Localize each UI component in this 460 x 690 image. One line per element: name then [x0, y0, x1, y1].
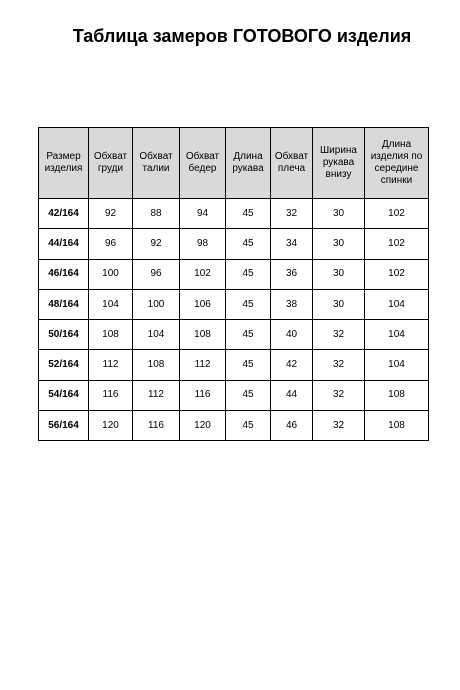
cell-hips: 108 [180, 320, 226, 350]
table-row [39, 229, 429, 259]
cell-back-length: 102 [365, 229, 429, 259]
table-row [39, 289, 429, 319]
cell-sleeve-width: 32 [313, 320, 365, 350]
table-row [39, 411, 429, 441]
cell-chest: 112 [89, 350, 133, 380]
cell-hips: 106 [180, 289, 226, 319]
cell-sleeve-width: 32 [313, 380, 365, 410]
cell-sleeve-width: 30 [313, 199, 365, 229]
cell-shoulder: 34 [271, 229, 313, 259]
cell-hips: 112 [180, 350, 226, 380]
cell-shoulder: 46 [271, 411, 313, 441]
cell-chest: 100 [89, 259, 133, 289]
cell-hips: 98 [180, 229, 226, 259]
cell-size: 52/164 [39, 350, 89, 380]
header-chest: Обхват груди [89, 128, 133, 199]
cell-chest: 116 [89, 380, 133, 410]
table-row [39, 380, 429, 410]
cell-shoulder: 38 [271, 289, 313, 319]
page-title: Таблица замеров ГОТОВОГО изделия [72, 26, 412, 46]
cell-hips: 102 [180, 259, 226, 289]
cell-sleeve-length: 45 [226, 199, 271, 229]
cell-size: 42/164 [39, 199, 89, 229]
header-waist: Обхват талии [133, 128, 180, 199]
cell-sleeve-length: 45 [226, 380, 271, 410]
cell-sleeve-length: 45 [226, 350, 271, 380]
cell-waist: 96 [133, 259, 180, 289]
table-body [39, 199, 429, 441]
cell-shoulder: 32 [271, 199, 313, 229]
cell-back-length: 108 [365, 380, 429, 410]
cell-back-length: 104 [365, 350, 429, 380]
header-size: Размер изделия [39, 128, 89, 199]
cell-waist: 108 [133, 350, 180, 380]
cell-back-length: 102 [365, 199, 429, 229]
cell-chest: 120 [89, 411, 133, 441]
cell-shoulder: 42 [271, 350, 313, 380]
cell-size: 44/164 [39, 229, 89, 259]
header-shoulder: Обхват плеча [271, 128, 313, 199]
cell-shoulder: 40 [271, 320, 313, 350]
cell-sleeve-width: 30 [313, 259, 365, 289]
table-row [39, 199, 429, 229]
cell-waist: 116 [133, 411, 180, 441]
header-back-length: Длина изделия по середине спинки [365, 128, 429, 199]
header-sleeve-width: Ширина рукава внизу [313, 128, 365, 199]
header-hips: Обхват бедер [180, 128, 226, 199]
size-table [38, 127, 429, 441]
cell-sleeve-width: 30 [313, 289, 365, 319]
cell-back-length: 104 [365, 320, 429, 350]
cell-sleeve-length: 45 [226, 320, 271, 350]
cell-waist: 88 [133, 199, 180, 229]
cell-back-length: 102 [365, 259, 429, 289]
cell-back-length: 108 [365, 411, 429, 441]
cell-size: 48/164 [39, 289, 89, 319]
cell-waist: 92 [133, 229, 180, 259]
cell-waist: 112 [133, 380, 180, 410]
cell-sleeve-width: 32 [313, 411, 365, 441]
cell-waist: 100 [133, 289, 180, 319]
cell-chest: 104 [89, 289, 133, 319]
cell-sleeve-length: 45 [226, 259, 271, 289]
table-row [39, 350, 429, 380]
table-row [39, 259, 429, 289]
cell-size: 46/164 [39, 259, 89, 289]
cell-shoulder: 44 [271, 380, 313, 410]
cell-chest: 96 [89, 229, 133, 259]
table-row [39, 320, 429, 350]
cell-size: 54/164 [39, 380, 89, 410]
cell-sleeve-width: 30 [313, 229, 365, 259]
cell-sleeve-length: 45 [226, 411, 271, 441]
cell-hips: 116 [180, 380, 226, 410]
cell-chest: 92 [89, 199, 133, 229]
cell-sleeve-length: 45 [226, 229, 271, 259]
cell-sleeve-length: 45 [226, 289, 271, 319]
cell-hips: 94 [180, 199, 226, 229]
table-header-row [39, 128, 429, 199]
cell-waist: 104 [133, 320, 180, 350]
cell-shoulder: 36 [271, 259, 313, 289]
cell-chest: 108 [89, 320, 133, 350]
cell-back-length: 104 [365, 289, 429, 319]
cell-hips: 120 [180, 411, 226, 441]
header-sleeve-length: Длина рукава [226, 128, 271, 199]
cell-size: 50/164 [39, 320, 89, 350]
cell-size: 56/164 [39, 411, 89, 441]
cell-sleeve-width: 32 [313, 350, 365, 380]
